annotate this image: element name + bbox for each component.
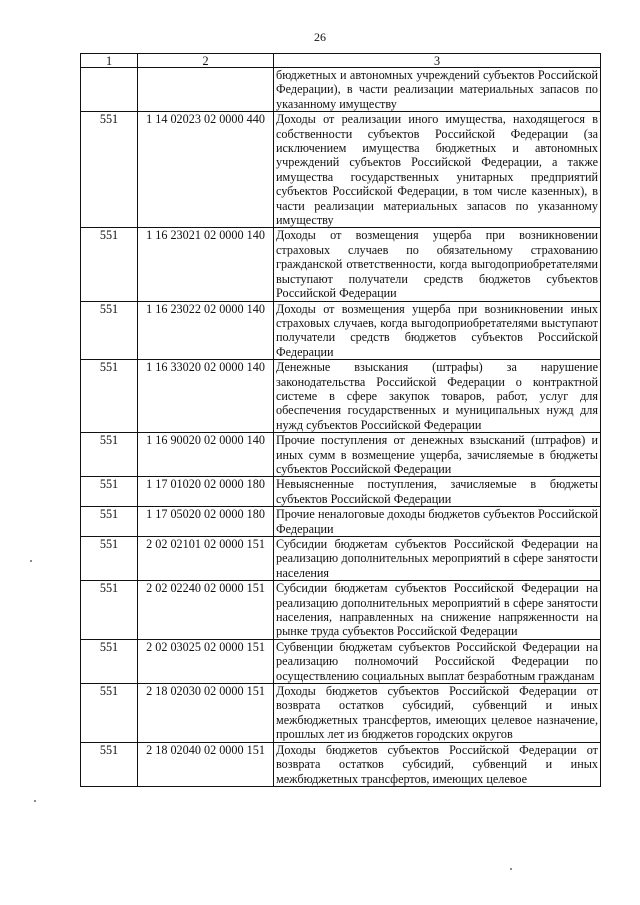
- admin-code-cell: 551: [81, 581, 138, 640]
- page-number: 26: [314, 30, 326, 44]
- admin-code-cell: 551: [81, 507, 138, 537]
- revenue-name-cell: Доходы бюджетов субъектов Российской Федерации от возврата остатков субсидий, субвенций и иных межбюджетных трансфертов, имеющих целевое назначение, прошлых лет из бюджетов городских округов: [274, 684, 601, 743]
- admin-code-cell: 551: [81, 477, 138, 507]
- admin-code-cell: 551: [81, 360, 138, 433]
- revenue-name-cell: бюджетных и автономных учреждений субъектов Российской Федерации), в части реализации материальных запасов по указанному имуществу: [274, 68, 601, 112]
- budget-code-cell: 2 02 03025 02 0000 151: [138, 639, 274, 683]
- admin-code-cell: 551: [81, 301, 138, 360]
- admin-code-cell: 551: [81, 639, 138, 683]
- revenue-codes-table: [80, 53, 601, 787]
- table-row: [81, 360, 601, 433]
- budget-code-cell: 1 16 33020 02 0000 140: [138, 360, 274, 433]
- admin-code-cell: 551: [81, 112, 138, 228]
- table-row: [81, 639, 601, 683]
- scan-speck: [34, 800, 36, 802]
- budget-code-cell: 1 17 05020 02 0000 180: [138, 507, 274, 537]
- revenue-name-cell: Субсидии бюджетам субъектов Российской Федерации на реализацию дополнительных мероприятий в сфере занятости населения, направленных на снижение напряженности на рынке труда субъектов Российской Федерации: [274, 581, 601, 640]
- admin-code-cell: 551: [81, 537, 138, 581]
- scan-speck: [30, 560, 32, 562]
- admin-code-cell: 551: [81, 684, 138, 743]
- budget-code-cell: 2 18 02040 02 0000 151: [138, 742, 274, 786]
- budget-code-cell: 1 14 02023 02 0000 440: [138, 112, 274, 228]
- revenue-name-cell: Доходы от реализации иного имущества, находящегося в собственности субъектов Российской Федерации (за исключением имущества бюджетных и автономных учреждений субъектов Российской Федерации, а также имущества государственных унитарных предприятий субъектов Российской Федерации, в том числе казенных), в части реализации материальных запасов по указанному имуществу: [274, 112, 601, 228]
- budget-code-cell: 1 16 90020 02 0000 140: [138, 433, 274, 477]
- table-row: [81, 477, 601, 507]
- table-row: [81, 537, 601, 581]
- budget-code-cell: 2 02 02240 02 0000 151: [138, 581, 274, 640]
- table-row: [81, 581, 601, 640]
- budget-code-cell: 2 18 02030 02 0000 151: [138, 684, 274, 743]
- revenue-name-cell: Субвенции бюджетам субъектов Российской Федерации на реализацию полномочий Российской Федерации по осуществлению социальных выплат безработным гражданам: [274, 639, 601, 683]
- table-row: [81, 68, 601, 112]
- scan-speck: [510, 868, 512, 870]
- revenue-name-cell: Доходы от возмещения ущерба при возникновении иных страховых случаев, когда выгодоприобретателями выступают получатели средств бюджетов субъектов Российской Федерации: [274, 301, 601, 360]
- budget-code-cell: 1 16 23022 02 0000 140: [138, 301, 274, 360]
- column-header-2: 2: [138, 54, 274, 68]
- revenue-name-cell: Денежные взыскания (штрафы) за нарушение законодательства Российской Федерации о контрактной системе в сфере закупок товаров, работ, услуг для обеспечения государственных и муниципальных нужд для нужд субъектов Российской Федерации: [274, 360, 601, 433]
- revenue-name-cell: Доходы от возмещения ущерба при возникновении страховых случаев по обязательному страхованию гражданской ответственности, когда выгодоприобретателями выступают получатели средств бюджетов субъектов Российской Федерации: [274, 228, 601, 301]
- admin-code-cell: 551: [81, 433, 138, 477]
- table-row: [81, 742, 601, 786]
- admin-code-cell: 551: [81, 742, 138, 786]
- column-header-3: 3: [274, 54, 601, 68]
- table-row: [81, 507, 601, 537]
- table-row: [81, 112, 601, 228]
- revenue-name-cell: Прочие неналоговые доходы бюджетов субъектов Российской Федерации: [274, 507, 601, 537]
- budget-code-cell: 2 02 02101 02 0000 151: [138, 537, 274, 581]
- revenue-name-cell: Невыясненные поступления, зачисляемые в бюджеты субъектов Российской Федерации: [274, 477, 601, 507]
- table-header-row: [81, 54, 601, 68]
- column-header-1: 1: [81, 54, 138, 68]
- table-row: [81, 228, 601, 301]
- revenue-name-cell: Доходы бюджетов субъектов Российской Федерации от возврата остатков субсидий, субвенций и иных межбюджетных трансфертов, имеющих целевое: [274, 742, 601, 786]
- table-row: [81, 433, 601, 477]
- budget-code-cell: [138, 68, 274, 112]
- table-row: [81, 684, 601, 743]
- budget-code-cell: 1 17 01020 02 0000 180: [138, 477, 274, 507]
- budget-code-cell: 1 16 23021 02 0000 140: [138, 228, 274, 301]
- table-row: [81, 301, 601, 360]
- admin-code-cell: [81, 68, 138, 112]
- table-body: [81, 68, 601, 787]
- revenue-name-cell: Субсидии бюджетам субъектов Российской Федерации на реализацию дополнительных мероприятий в сфере занятости населения: [274, 537, 601, 581]
- admin-code-cell: 551: [81, 228, 138, 301]
- revenue-name-cell: Прочие поступления от денежных взысканий (штрафов) и иных сумм в возмещение ущерба, зачисляемые в бюджеты субъектов Российской Федерации: [274, 433, 601, 477]
